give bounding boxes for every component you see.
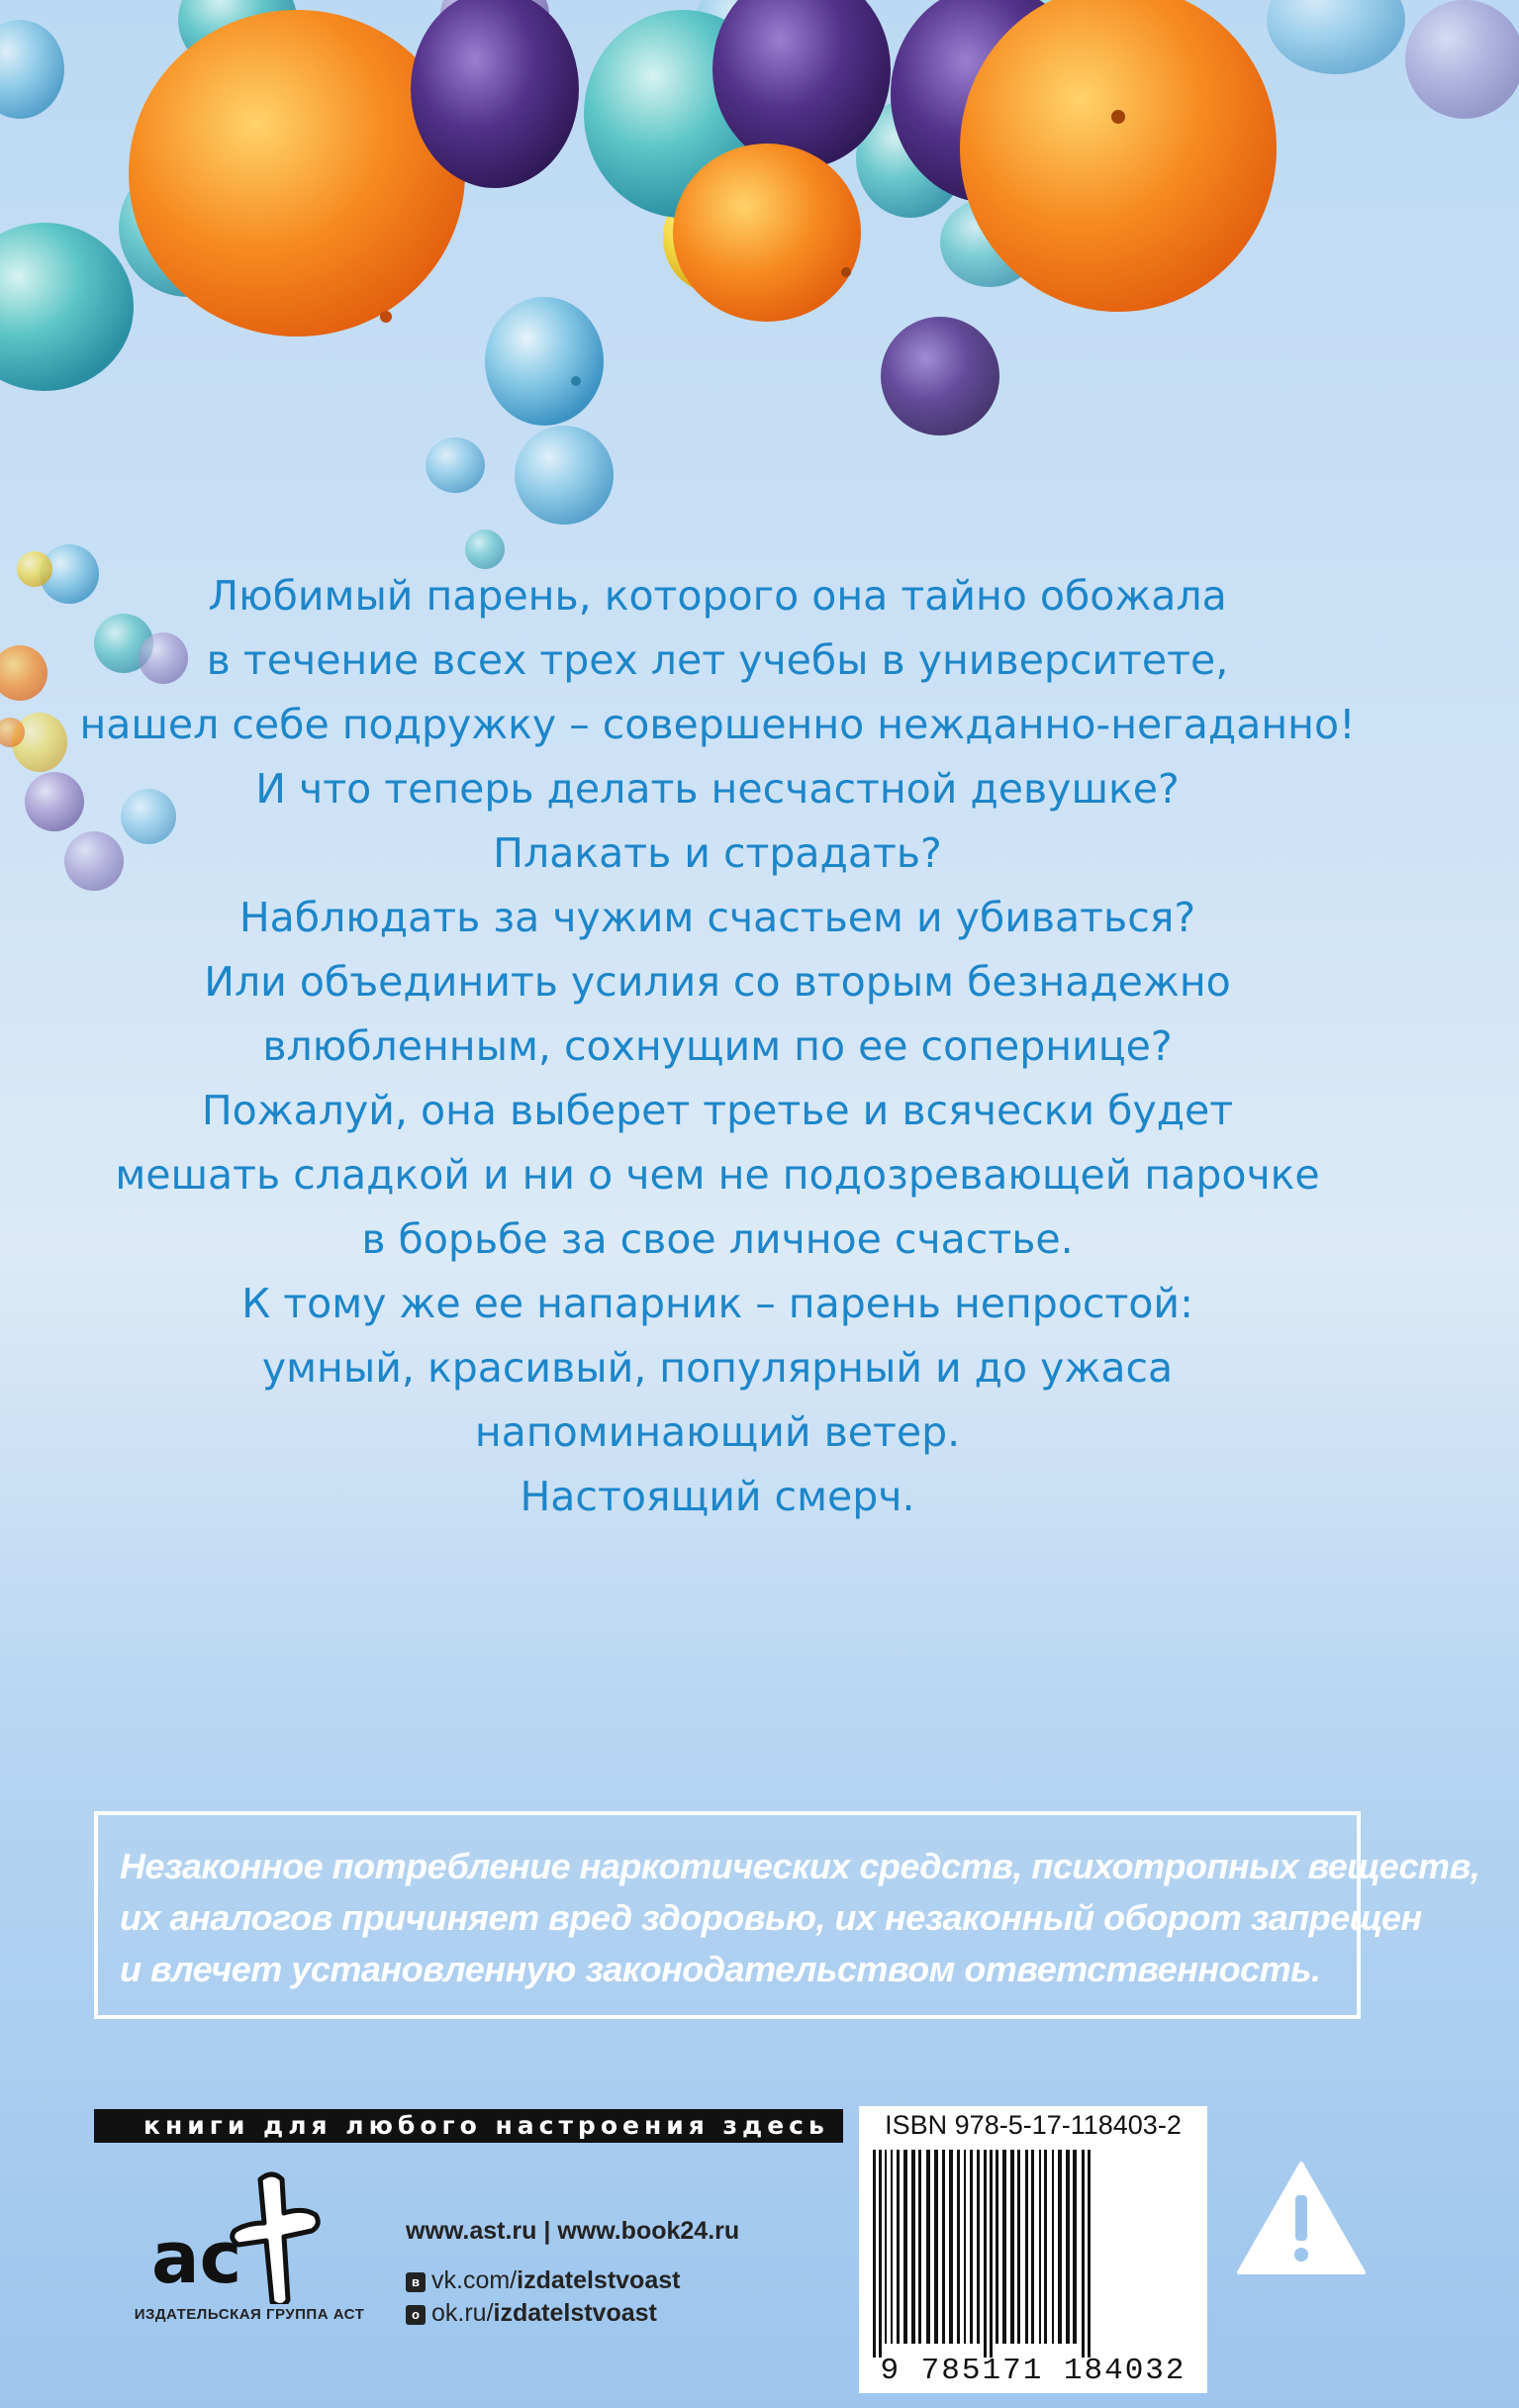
description-line: И что теперь делать несчастной девушке?	[255, 765, 1180, 813]
barcode-bar	[891, 2150, 893, 2344]
barcode-bar	[984, 2150, 987, 2358]
description-line: Плакать и страдать?	[493, 829, 942, 877]
vk-handle: izdatelstvoast	[517, 2266, 681, 2294]
barcode-bar	[1082, 2150, 1085, 2358]
barcode-bar	[885, 2150, 887, 2344]
description-line: Пожалуй, она выберет третье и всячески будет	[201, 1087, 1234, 1134]
vk-link[interactable]	[406, 2266, 680, 2295]
odnoklassniki-icon: о	[406, 2305, 426, 2325]
barcode-bar	[1031, 2150, 1034, 2344]
barcode-bar	[1066, 2150, 1070, 2344]
vk-icon: в	[406, 2272, 426, 2292]
description-line: мешать сладкой и ни о чем не подозревающей парочке	[115, 1151, 1320, 1199]
description-line: напоминающий ветер.	[474, 1408, 961, 1456]
ast-logo	[143, 2166, 341, 2304]
barcode-bar	[1088, 2150, 1091, 2358]
barcode-bar	[926, 2150, 930, 2344]
warning-line: и влечет установленную законодательством ответственность.	[120, 1949, 1321, 1989]
barcode-bar	[918, 2150, 921, 2344]
barcode-bar	[1010, 2150, 1014, 2344]
barcode-bar	[903, 2150, 907, 2344]
description-line: в борьбе за свое личное счастье.	[361, 1215, 1074, 1263]
description-line: нашел себе подружку – совершенно нежданно-негаданно!	[79, 701, 1356, 748]
health-warning-text	[120, 1841, 1480, 1995]
cross-icon	[233, 2174, 319, 2304]
barcode-bar	[873, 2150, 876, 2358]
barcode-bar	[911, 2150, 915, 2344]
warning-line: их аналогов причиняет вред здоровью, их незаконный оборот запрещен	[120, 1897, 1422, 1938]
isbn-barcode	[859, 2106, 1207, 2393]
description-line: в течение всех трех лет учебы в университете,	[206, 636, 1229, 684]
barcode-bar	[996, 2150, 998, 2344]
description-line: Любимый парень, которого она тайно обожала	[208, 572, 1227, 620]
publisher-websites[interactable]: www.ast.ru | www.book24.ru	[406, 2217, 740, 2245]
barcode-bar	[970, 2150, 973, 2344]
barcode-bar	[897, 2150, 900, 2344]
barcode-bar	[990, 2150, 993, 2358]
tagline-bar	[94, 2109, 843, 2143]
isbn-label: ISBN 978-5-17-118403-2	[885, 2110, 1182, 2140]
barcode-bars	[867, 2150, 1199, 2358]
vk-prefix: vk.com/	[431, 2266, 518, 2294]
barcode-bar	[949, 2150, 953, 2344]
barcode-bar	[957, 2150, 960, 2344]
barcode-bar	[977, 2150, 980, 2344]
barcode-bar	[1044, 2150, 1047, 2344]
description-line: умный, красивый, популярный и до ужаса	[261, 1344, 1174, 1392]
book-description	[59, 564, 1376, 1529]
barcode-bar	[934, 2150, 938, 2344]
description-line: Настоящий смерч.	[520, 1473, 915, 1520]
ok-handle: izdatelstvoast	[493, 2299, 657, 2327]
barcode-bar	[942, 2150, 945, 2344]
ok-link[interactable]	[406, 2299, 657, 2328]
barcode-bar	[879, 2150, 882, 2358]
description-line: Или объединить усилия со вторым безнадежно	[204, 958, 1231, 1006]
warning-line: Незаконное потребление наркотических средств, психотропных веществ,	[120, 1846, 1480, 1886]
description-line: К тому же ее напарник – парень непростой:	[241, 1280, 1193, 1327]
barcode-bar	[1058, 2150, 1062, 2344]
barcode-bar	[1025, 2150, 1028, 2344]
barcode-bar	[1073, 2150, 1077, 2344]
tagline-text: книги для любого настроения здесь	[143, 2111, 829, 2140]
publisher-name: ИЗДАТЕЛЬСКАЯ ГРУППА АСТ	[134, 2306, 365, 2323]
warning-triangle-icon	[1235, 2160, 1368, 2278]
barcode-bar	[1017, 2150, 1020, 2344]
barcode-bar	[1052, 2150, 1054, 2344]
description-line: Наблюдать за чужим счастьем и убиваться?	[238, 894, 1196, 941]
barcode-bar	[1039, 2150, 1041, 2344]
ok-prefix: ok.ru/	[431, 2299, 494, 2327]
barcode-bar	[964, 2150, 966, 2344]
health-warning-box	[94, 1811, 1480, 2019]
description-line: влюбленным, сохнущим по ее сопернице?	[262, 1022, 1173, 1070]
barcode-bar	[1002, 2150, 1006, 2344]
logo-letters: ас	[151, 2216, 242, 2299]
barcode-digits: 9 785171 184032	[880, 2354, 1187, 2388]
